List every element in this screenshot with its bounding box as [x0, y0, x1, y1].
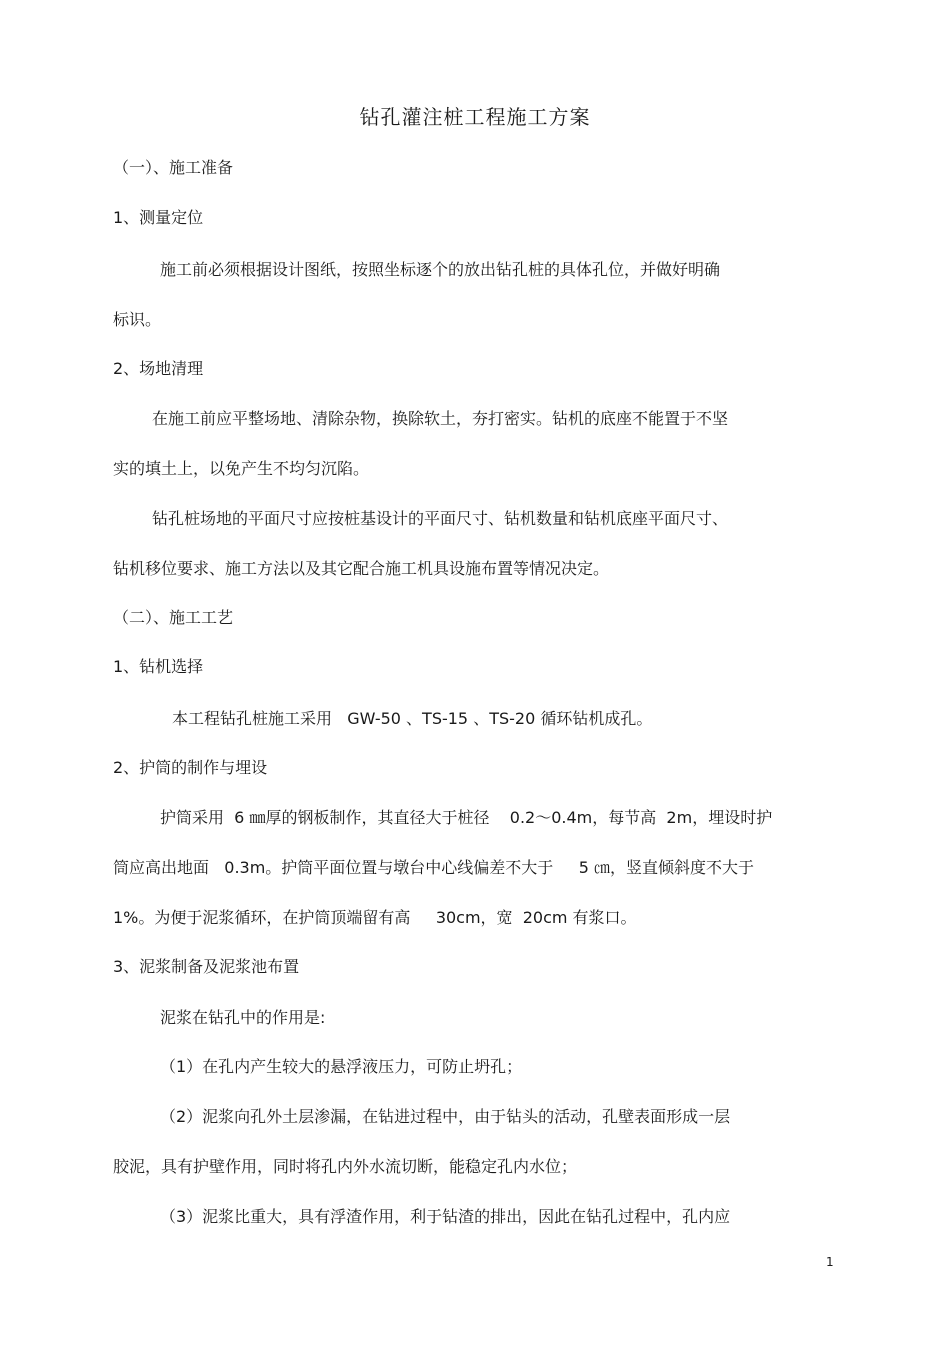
paragraph-line: 标识。	[113, 310, 162, 329]
list-item: （3）泥浆比重大，具有浮渣作用，利于钻渣的排出，因此在钻孔过程中，孔内应	[160, 1207, 731, 1226]
paragraph-line: 本工程钻孔桩施工采用 GW-50 、TS-15 、TS-20 循环钻机成孔。	[172, 709, 653, 728]
subsection-heading: 1、测量定位	[113, 208, 204, 227]
subsection-heading: 3、泥浆制备及泥浆池布置	[113, 957, 300, 976]
paragraph-line: 在施工前应平整场地、清除杂物，换除软土，夯打密实。钻机的底座不能置于不坚	[152, 409, 729, 428]
paragraph-line: 钻机移位要求、施工方法以及其它配合施工机具设施布置等情况决定。	[113, 559, 610, 578]
subsection-heading: 2、护筒的制作与埋设	[113, 758, 268, 777]
section-heading: （二）、施工工艺	[113, 608, 234, 627]
document-title: 钻孔灌注桩工程施工方案	[359, 105, 591, 129]
paragraph-line: 钻孔桩场地的平面尺寸应按桩基设计的平面尺寸、钻机数量和钻机底座平面尺寸、	[152, 509, 729, 528]
list-item: （1）在孔内产生较大的悬浮液压力，可防止坍孔；	[160, 1057, 523, 1076]
paragraph-line: 护筒采用 6 ㎜厚的钢板制作，其直径大于桩径 0.2～0.4m，每节高 2m，埋设时护	[160, 808, 773, 827]
subsection-heading: 1、钻机选择	[113, 657, 204, 676]
subsection-heading: 2、场地清理	[113, 359, 204, 378]
list-item: （2）泥浆向孔外土层渗漏，在钻进过程中，由于钻头的活动，孔壁表面形成一层	[160, 1107, 731, 1126]
page-number: 1	[826, 1255, 834, 1269]
paragraph-line: 实的填土上，以免产生不均匀沉陷。	[113, 459, 370, 478]
paragraph-line: 1%。为便于泥浆循环，在护筒顶端留有高 30cm，宽 20cm 有浆口。	[113, 908, 637, 927]
paragraph-line: 胶泥，具有护壁作用，同时将孔内外水流切断，能稳定孔内水位；	[113, 1157, 578, 1176]
paragraph-line: 泥浆在钻孔中的作用是:	[160, 1008, 326, 1027]
paragraph-line: 筒应高出地面 0.3m。护筒平面位置与墩台中心线偏差不大于 5 ㎝，竖直倾斜度不大于	[113, 858, 754, 877]
section-heading: （一）、施工准备	[113, 158, 234, 177]
paragraph-line: 施工前必须根据设计图纸，按照坐标逐个的放出钻孔桩的具体孔位，并做好明确	[160, 260, 721, 279]
